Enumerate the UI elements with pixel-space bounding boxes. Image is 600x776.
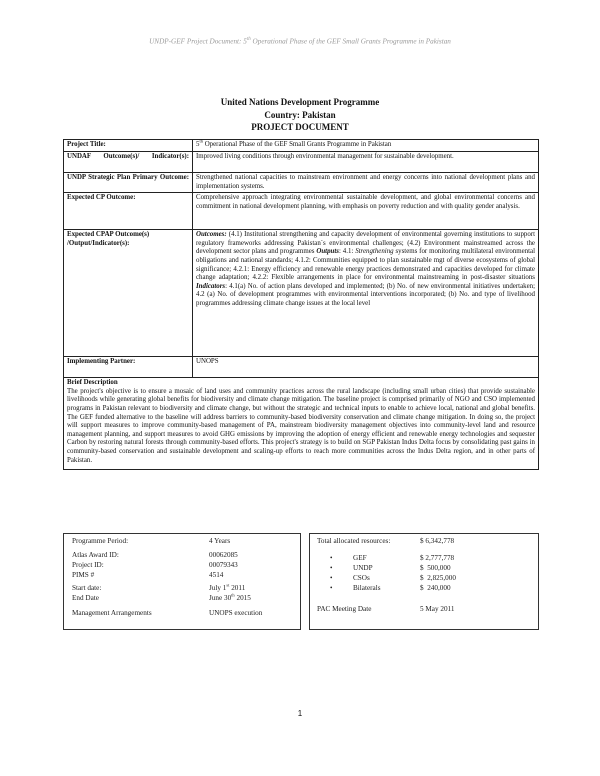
table-row-project-title bbox=[64, 140, 539, 152]
outputs-text-b: systems for monitoring multilateral environmental obligations and national standards; 4.1.2: Communities equipped to plan sustainable mgt of diverse ecosystems of global significance; 4.2.1: Energy efficiency and renewable energy practices demonstrated and capacities developed for climate change adaptation; 4.2.2: Flexible arrangements in place for environmental mainstreaming in post-disaster situations bbox=[196, 248, 536, 282]
project-id-label: Project ID: bbox=[72, 561, 104, 569]
source-undp-value: $ 500,000 bbox=[420, 564, 451, 572]
pac-meeting-value: 5 May 2011 bbox=[420, 605, 455, 613]
pac-meeting-label: PAC Meeting Date bbox=[317, 605, 372, 613]
table-row-expected-cp bbox=[64, 193, 539, 230]
source-gef-label: GEF bbox=[353, 554, 367, 562]
project-summary-table bbox=[63, 139, 539, 470]
project-title-label: Project Title: bbox=[64, 140, 193, 152]
undaf-label: UNDAF Outcome(s)/ Indicator(s): bbox=[64, 152, 193, 173]
start-date-value bbox=[209, 584, 245, 593]
source-csos-value: $ 2,825,000 bbox=[420, 574, 456, 582]
bullet-icon: • bbox=[330, 574, 333, 582]
implementing-partner-value: UNOPS bbox=[193, 357, 539, 378]
project-title-value-prefix: 5 bbox=[196, 141, 200, 148]
running-header bbox=[0, 37, 600, 45]
running-header-prefix: UNDP-GEF Project Document: 5 bbox=[149, 37, 247, 46]
outputs-text-a: : 4.1: bbox=[338, 248, 356, 256]
title-block bbox=[0, 96, 600, 134]
start-date-value-suffix: 2011 bbox=[229, 584, 246, 592]
brief-description-cell bbox=[64, 378, 539, 470]
table-row-undaf bbox=[64, 152, 539, 173]
source-bilaterals-value: $ 240,000 bbox=[420, 584, 451, 592]
start-date-value-prefix: July 1 bbox=[209, 584, 227, 592]
outcomes-label: Outcomes: bbox=[196, 231, 227, 239]
pims-label: PIMS # bbox=[72, 571, 95, 579]
total-resources-value: $ 6,342,778 bbox=[420, 537, 455, 545]
indicators-text: : 4.1(a) No. of action plans developed and implemented; (b) No. of new environmental initiatives undertaken; 4.2 (a) No. of development programmes with environmental interventions incorporated; (b) No. and type of livelihood programmes addressing climate change issues at the local level bbox=[196, 282, 535, 307]
outcomes-text: (4.1) Institutional strengthening and capacity development of environmental governing institutions to support regulatory frameworks addressing Pakistan`s environmental challenges; (4.2) Environment mainstreamed across the development sector plans and programmes bbox=[196, 231, 535, 256]
undp-strategic-value: Strengthened national capacities to mainstream environment and energy concerns into national development plans and implementation systems. bbox=[193, 173, 539, 193]
bullet-icon: • bbox=[330, 554, 333, 562]
document-title: PROJECT DOCUMENT bbox=[251, 122, 349, 132]
programme-period-label: Programme Period: bbox=[72, 537, 129, 545]
end-date-value-sup: th bbox=[231, 592, 235, 598]
management-arrangements-label: Management Arrangements bbox=[72, 609, 152, 617]
indicators-label: Indicators bbox=[196, 282, 226, 290]
source-bilaterals-label: Bilaterals bbox=[353, 584, 381, 592]
outputs-italic: Strengthening bbox=[355, 248, 394, 256]
source-gef-value: $ 2,777,778 bbox=[420, 554, 455, 562]
undp-strategic-label: UNDP Strategic Plan Primary Outcome: bbox=[64, 173, 193, 193]
expected-cpap-value bbox=[193, 230, 539, 357]
organization-title: United Nations Development Programme bbox=[220, 97, 380, 107]
expected-cp-label: Expected CP Outcome: bbox=[64, 193, 193, 230]
running-header-sup: th bbox=[246, 37, 251, 42]
brief-description-text: The project's objective is to ensure a mosaic of land uses and community practices across the rural landscape (including small urban cities) that provide sustainable livelihoods while generating global benefits for biodiversity and climate change mitigation. The baseline project is comprised primarily of NGO and CSO implemented programs in Pakistan relevant to biodiversity and climate change, but without the strategic and technical inputs to enable to achieve local, national and global benefits. The GEF funded alternative to the baseline will address barriers to community-based biodiversity conservation and climate change mitigation. In doing so, the project will support measures to improve community-based management of PA, mainstream biodiversity management objectives into community-level land and resource management planning, and support measures to avoid GHG emissions by improving the adoption of energy efficient and renewable energy technologies and sequester Carbon by restoring natural forests through community-based efforts. This project's strategy is to build on SGP Pakistan Indus Delta focus by consolidating past gains in community-based conservation and sustainable development and scaling-up efforts to reach more communities across the Indus Delta region, and in other parts of Pakistan. bbox=[67, 387, 535, 464]
source-undp-label: UNDP bbox=[353, 564, 373, 572]
start-date-value-sup: st bbox=[226, 582, 230, 588]
bullet-icon: • bbox=[330, 584, 333, 592]
end-date-value-suffix: 2015 bbox=[234, 594, 251, 602]
country-title: Country: Pakistan bbox=[264, 109, 336, 120]
expected-cpap-label: Expected CPAP Outcome(s) /Output/Indicator(s): bbox=[64, 230, 193, 357]
implementing-partner-label: Implementing Partner: bbox=[64, 357, 193, 378]
atlas-award-id-value: 00062085 bbox=[209, 551, 238, 559]
undaf-value: Improved living conditions through environmental management for sustainable development. bbox=[193, 152, 539, 173]
table-row-implementing-partner bbox=[64, 357, 539, 378]
programme-period-value: 4 Years bbox=[209, 537, 231, 545]
bullet-icon: • bbox=[330, 564, 333, 572]
expected-cp-value: Comprehensive approach integrating environmental sustainable development, and global environmental concerns and commitment in national development planning, with emphasis on poverty reduction and with quality gender analysis. bbox=[193, 193, 539, 230]
programme-details-box bbox=[63, 533, 301, 630]
project-id-value: 00079343 bbox=[209, 561, 238, 569]
resources-box bbox=[309, 533, 539, 630]
page-number: 1 bbox=[297, 709, 303, 718]
pims-value: 4514 bbox=[209, 571, 224, 579]
table-row-brief-description bbox=[64, 378, 539, 470]
end-date-value-prefix: June 30 bbox=[209, 594, 232, 602]
running-header-suffix: Operational Phase of the GEF Small Grants Programme in Pakistan bbox=[250, 37, 451, 46]
total-resources-label: Total allocated resources: bbox=[317, 537, 391, 545]
project-title-value-sup: th bbox=[199, 138, 203, 144]
table-row-expected-cpap bbox=[64, 230, 539, 357]
project-title-value-suffix: Operational Phase of the GEF Small Grants Programme in Pakistan bbox=[202, 141, 392, 148]
start-date-label: Start date: bbox=[72, 584, 102, 592]
source-csos-label: CSOs bbox=[353, 574, 370, 582]
end-date-label: End Date bbox=[72, 594, 99, 602]
table-row-undp-strategic-plan bbox=[64, 173, 539, 193]
end-date-value bbox=[209, 594, 251, 603]
brief-description-label: Brief Description bbox=[67, 379, 118, 387]
outputs-label: Outputs bbox=[316, 248, 339, 256]
management-arrangements-value: UNOPS execution bbox=[209, 609, 263, 617]
project-title-value bbox=[193, 140, 539, 152]
atlas-award-id-label: Atlas Award ID: bbox=[72, 551, 119, 559]
